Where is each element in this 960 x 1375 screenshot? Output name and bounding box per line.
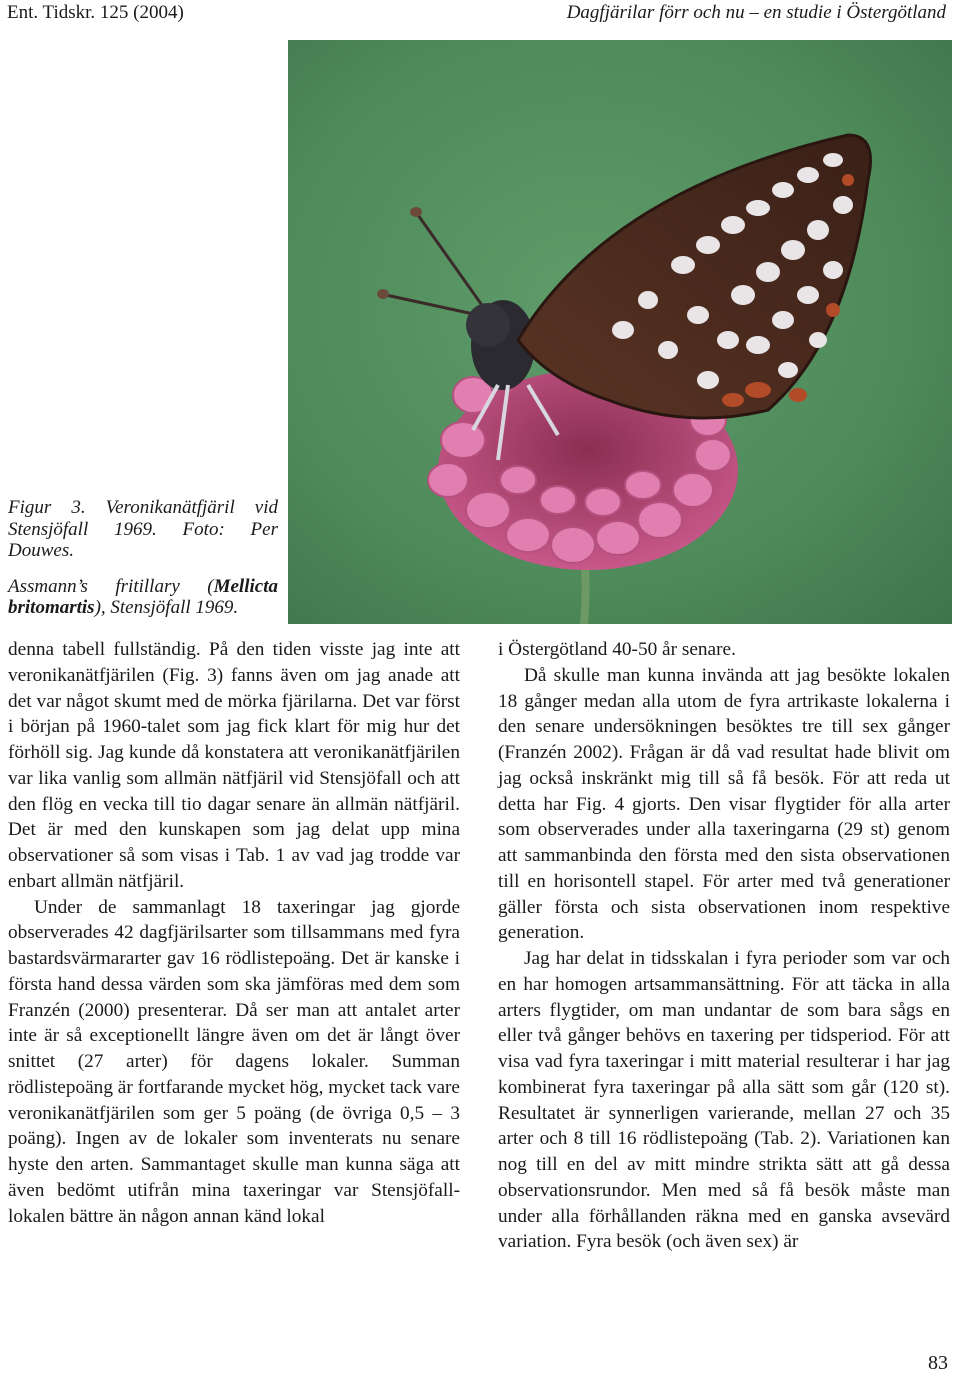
butterfly-photo bbox=[288, 40, 952, 624]
paragraph: Jag har delat in tidsskalan i fyra perioder som var och en har homogen artsammansättning. För att täcka in alla arters flygtider, om man undantar de som bara sågs en eller två gånger behövs en taxering per tidsperiod. För att visa vad fyra taxeringar i mitt material resulterar i har jag kombinerat fyra taxeringar på alla sätt som går (120 st). Resultatet är synnerligen varierande, mellan 27 och 35 arter och 8 till 16 rödlistepoäng (Tab. 2). Variationen kan nog till en del av mitt mindre strikta sätt att gå dessa observationsrundor. Men med så få besök måste man under alla förhållanden räkna med en ganska avsevärd variation. Fyra besök (och även sex) är bbox=[498, 948, 950, 1253]
paragraph: denna tabell fullständig. På den tiden visste jag inte att veronikanätfjärilen (Fig. 3) fanns även om jag anade att det var något skumt med de mörka fjärilarna. Det var först i början på 1960-talet som jag fick klart för mig hur det förhöll sig. Jag kunde då konstatera att veronikanätfjärilen var lika vanlig som allmän nätfjäril vid Stensjöfall och att den flög en vecka till tio dagar senare än allmän nätfjäril. Det är med den kunskapen som jag delat upp mina observationer så som visas i Tab. 1 av vad jag trodde var enbart allmän nätfjäril. bbox=[8, 639, 460, 892]
caption-english: Assmann’s fritillary (Mellicta britomartis), Stensjöfall 1969. bbox=[8, 575, 278, 618]
figure-caption bbox=[8, 497, 278, 619]
article-title: Dagfjärilar förr och nu – en studie i Östergötland bbox=[566, 2, 946, 23]
paragraph: Då skulle man kunna invända att jag besökte lokalen 18 gånger medan alla utom de fyra artrikaste lokalerna i den senare undersökningen besöktes tre till sex gånger (Franzén 2002). Frågan är då vad resultat hade blivit om jag också inskränkt mig till så få besök. För att reda ut detta har Fig. 4 gjorts. Den visar flygtider för alla arter som observerades under alla taxeringarna (29 st) genom att sammanbinda den första med den sista observationen till en horisontell stapel. För arter med två generationer gäller första och sista observationen inom respektive generation. bbox=[498, 664, 950, 944]
page-number: 83 bbox=[928, 1352, 948, 1374]
journal-reference: Ent. Tidskr. 125 (2004) bbox=[7, 2, 184, 23]
running-head bbox=[0, 0, 960, 30]
paragraph: Under de sammanlagt 18 taxeringar jag gjorde observerades 42 dagfjärilsarter som tillsammans med fyra bastardsvärmararter gav 16 rödlistepoäng. Det är kanske i första hand dessa värden som ska jämföras med dem som Franzén (2000) presenterar. Då ser man att antalet arter inte är så exceptionellt längre även om det är långt över snittet (27 arter) för dagens lokaler. Summan rödlistepoäng är fortfarande mycket hög, mycket tack vare veronikanätfjärilen som ger 5 poäng (de övriga 0,5 – 3 poäng). Ingen av de lokaler som inventerats nu senare hyste den arten. Sammantaget skulle man kunna säga att även bedömt utifrån mina taxeringar var Stensjöfall-lokalen bättre än någon annan känd lokal bbox=[8, 896, 460, 1227]
species-name: Mellicta britomartis bbox=[8, 575, 278, 618]
paragraph: i Östergötland 40-50 år senare. bbox=[498, 639, 736, 660]
right-column bbox=[498, 637, 950, 1255]
caption-swedish: Figur 3. Veronikanätfjäril vid Stensjöfall 1969. Foto: Per Douwes. bbox=[8, 497, 278, 561]
left-column bbox=[8, 637, 460, 1229]
